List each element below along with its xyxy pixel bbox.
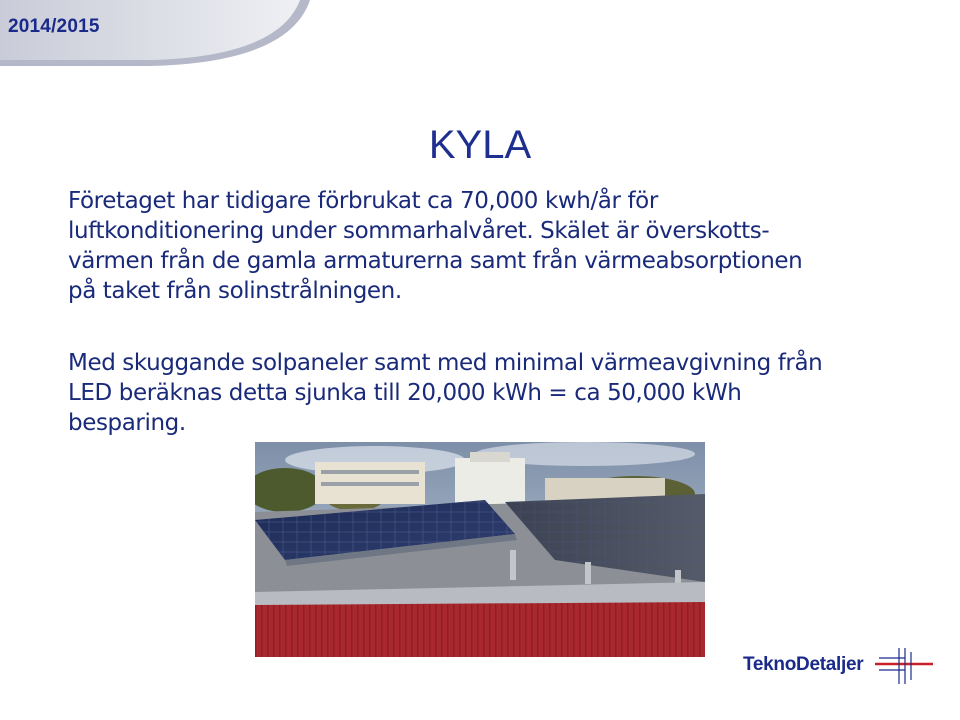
paragraph-projected-savings: [68, 348, 948, 438]
logo-text: TeknoDetaljer: [743, 654, 864, 675]
text-line: värmen från de gamla armaturerna samt från värmeabsorptionen: [68, 248, 803, 274]
text-line: luftkonditionering under sommarhalvåret. Skälet är överskotts-: [68, 218, 770, 244]
header-swoosh-decoration: [0, 0, 960, 70]
solar-panels-roof-photo: [255, 442, 705, 657]
logo-mark-icon: [875, 646, 933, 686]
text-line: besparing.: [68, 410, 186, 436]
text-line: LED beräknas detta sjunka till 20,000 kWh = ca 50,000 kWh: [68, 380, 742, 406]
slide-title: KYLA: [428, 122, 532, 167]
text-line: Med skuggande solpaneler samt med minimal värmeavgivning från: [68, 350, 823, 376]
text-line: Företaget har tidigare förbrukat ca 70,000 kwh/år för: [68, 188, 658, 214]
paragraph-current-consumption: [68, 186, 938, 306]
text-line: på taket från solinstrålningen.: [68, 278, 402, 304]
teknodetaljer-logo: [743, 646, 933, 686]
header-year-label: 2014/2015: [8, 16, 100, 37]
